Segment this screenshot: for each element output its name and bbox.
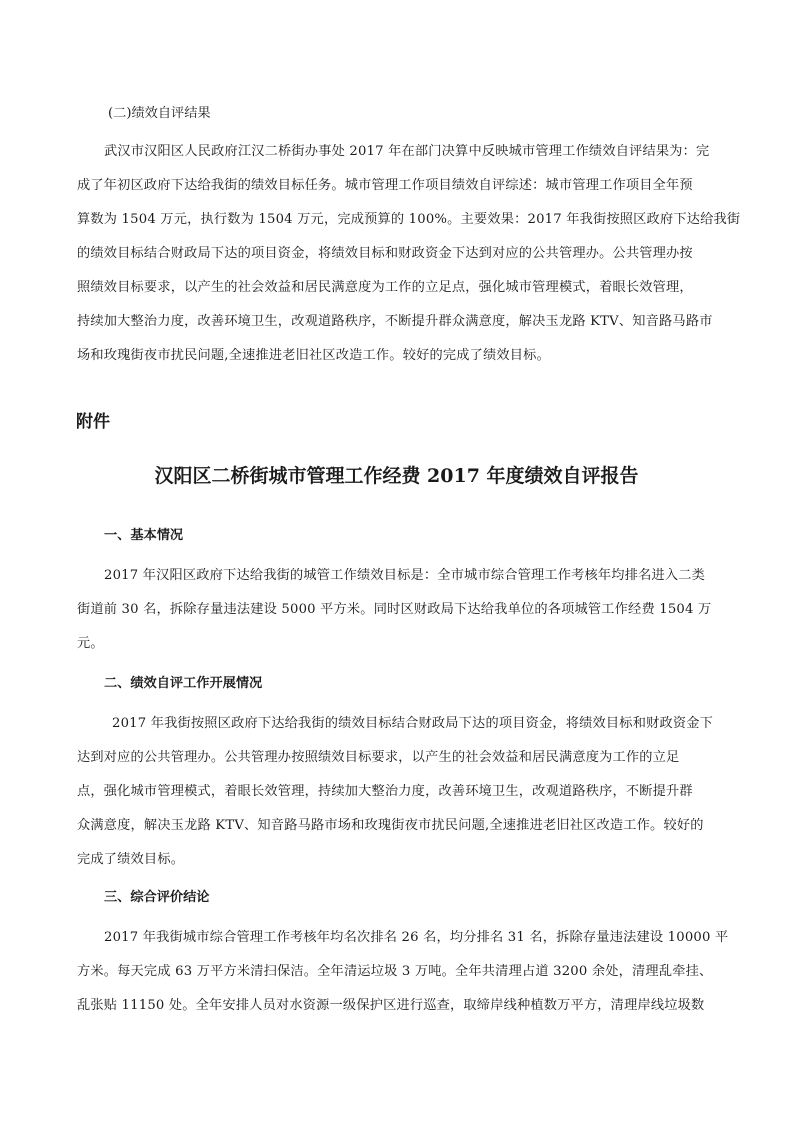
- work-status-heading: 二、绩效自评工作开展情况: [104, 676, 263, 691]
- paragraph-line: 达到对应的公共管理办。公共管理办按照绩效目标要求，以产生的社会效益和居民满意度为工作的立足: [77, 750, 680, 765]
- paragraph-line: 点，强化城市管理模式，着眼长效管理，持续加大整治力度，改善环境卫生，改观道路秩序，不断提升群: [77, 784, 693, 799]
- paragraph-line: 武汉市汉阳区人民政府江汉二桥街办事处 2017 年在部门决算中反映城市管理工作绩效自评结果为：完: [104, 144, 710, 159]
- paragraph-line: 持续加大整治力度，改善环境卫生，改观道路秩序，不断提升群众满意度，解决玉龙路 KTV、知音路马路市: [77, 314, 713, 329]
- report-title: 汉阳区二桥街城市管理工作经费 2017 年度绩效自评报告: [154, 465, 639, 487]
- paragraph-line: 2017 年我街按照区政府下达给我街的绩效目标结合财政局下达的项目资金，将绩效目标和财政资金下: [112, 716, 714, 731]
- conclusion-heading: 三、综合评价结论: [104, 890, 210, 905]
- attachment-label: 附件: [76, 412, 110, 432]
- paragraph-line: 成了年初区政府下达给我街的绩效目标任务。城市管理工作项目绩效自评综述：城市管理工作项目全年预: [77, 178, 693, 193]
- paragraph-line: 元。: [77, 636, 104, 651]
- paragraph-line: 的绩效目标结合财政局下达的项目资金，将绩效目标和财政资金下达到对应的公共管理办。公共管理办按: [77, 246, 693, 261]
- paragraph-line: 算数为 1504 万元，执行数为 1504 万元，完成预算的 100%。主要效果：2017 年我街按照区政府下达给我街: [77, 212, 741, 227]
- paragraph-line: 众满意度，解决玉龙路 KTV、知音路马路市场和玫瑰街夜市扰民问题,全速推进老旧社区改造工作。较好的: [77, 818, 704, 833]
- paragraph-line: 2017 年汉阳区政府下达给我街的城管工作绩效目标是：全市城市综合管理工作考核年均排名进入二类: [104, 568, 706, 583]
- paragraph-line: 照绩效目标要求，以产生的社会效益和居民满意度为工作的立足点，强化城市管理模式，着眼长效管理，: [77, 280, 693, 295]
- paragraph-line: 场和玫瑰街夜市扰民问题,全速推进老旧社区改造工作。较好的完成了绩效目标。: [77, 348, 550, 363]
- paragraph-line: 2017 年我街城市综合管理工作考核年均名次排名 26 名，均分排名 31 名，拆除存量违法建设 10000 平: [104, 930, 729, 945]
- basic-info-heading: 一、基本情况: [104, 528, 184, 543]
- section-subheading: (二)绩效自评结果: [108, 106, 211, 121]
- paragraph-line: 乱张贴 11150 处。全年安排人员对水资源一级保护区进行巡查，取缔岸线种植数万平方，清理岸线垃圾数: [77, 998, 705, 1013]
- paragraph-line: 完成了绩效目标。: [77, 852, 185, 867]
- paragraph-line: 街道前 30 名，拆除存量违法建设 5000 平方米。同时区财政局下达给我单位的各项城管工作经费 1504 万: [77, 602, 712, 617]
- paragraph-line: 方米。每天完成 63 万平方米清扫保洁。全年清运垃圾 3 万吨。全年共清理占道 3200 余处，清理乱牵挂、: [77, 964, 713, 979]
